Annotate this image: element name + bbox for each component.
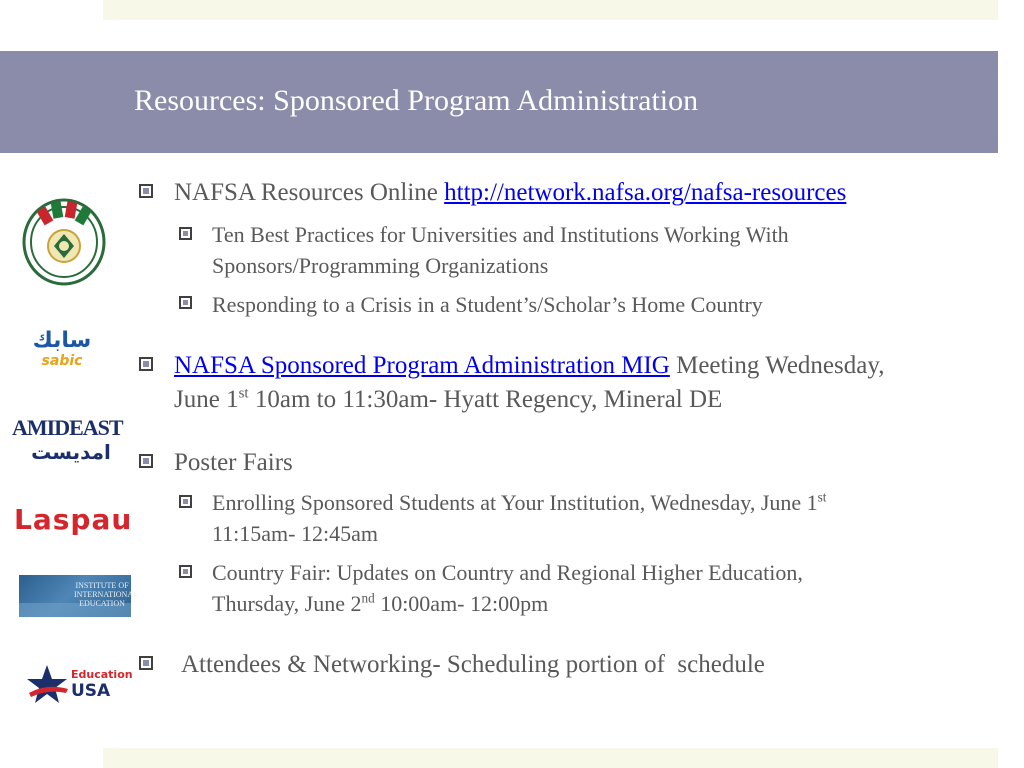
best-practices-line2: Sponsors/Programming Organizations	[212, 253, 549, 278]
iie-line3: EDUCATION	[79, 599, 125, 608]
country-fair-date: Thursday, June 2	[212, 591, 362, 616]
amideast-arabic-text: امديست	[31, 440, 111, 464]
mig-link[interactable]: NAFSA Sponsored Program Administration MIG	[174, 352, 670, 379]
star-icon	[24, 663, 70, 707]
country-fair-date-suffix: nd	[361, 590, 375, 606]
bullet-attendees: Attendees & Networking- Scheduling portion of schedule	[181, 651, 765, 678]
sub-bullet-marker	[179, 227, 192, 240]
laspau-logo: Laspau	[14, 503, 133, 536]
iie-logo	[19, 575, 138, 617]
educationusa-line1: Education	[71, 668, 133, 681]
amideast-logo	[12, 416, 130, 466]
sub-bullet-country-fair	[212, 557, 803, 619]
mig-time-location: 10am to 11:30am- Hyatt Regency, Mineral DE	[248, 386, 723, 413]
nafsa-resources-link[interactable]: http://network.nafsa.org/nafsa-resources	[444, 179, 847, 206]
bullet-marker	[139, 184, 153, 198]
sub-bullet-marker	[179, 565, 192, 578]
bullet-marker	[139, 454, 153, 468]
enrolling-text: Enrolling Sponsored Students at Your Institution, Wednesday, June 1	[212, 490, 818, 515]
bullet-poster-fairs: Poster Fairs	[174, 449, 293, 476]
sub-bullet-enrolling	[212, 487, 826, 549]
sabic-text: sabic	[41, 353, 83, 369]
enrolling-time: 11:15am- 12:45am	[212, 521, 378, 546]
nafsa-resources-label: NAFSA Resources Online	[174, 179, 438, 206]
educationusa-logo	[24, 663, 133, 707]
country-fair-line1: Country Fair: Updates on Country and Regional Higher Education,	[212, 560, 803, 585]
educationusa-line2: USA	[71, 681, 111, 701]
bullet-mig-meeting	[174, 349, 884, 417]
gcc-emblem-logo	[14, 196, 114, 288]
sub-bullet-best-practices	[212, 219, 789, 281]
enrolling-date-suffix: st	[817, 489, 827, 505]
country-fair-time: 10:00am- 12:00pm	[374, 591, 549, 616]
bullet-marker	[139, 656, 153, 670]
bottom-band	[103, 748, 998, 768]
iie-line2: INTERNATIONAL	[74, 590, 138, 599]
sub-bullet-crisis: Responding to a Crisis in a Student’s/Scholar’s Home Country	[212, 292, 763, 317]
iie-line1: INSTITUTE OF	[75, 581, 129, 590]
mig-meeting-text: Meeting Wednesday,	[669, 352, 885, 379]
best-practices-line1: Ten Best Practices for Universities and Institutions Working With	[212, 222, 789, 247]
sabic-arabic-text: سابك	[32, 328, 92, 353]
mig-date: June 1	[174, 386, 239, 413]
slide-title: Resources: Sponsored Program Administration	[134, 84, 699, 117]
bullet-marker	[139, 357, 153, 371]
amideast-text: AMIDEAST	[12, 415, 123, 440]
bullet-nafsa-resources	[174, 176, 846, 210]
mig-date-suffix: st	[238, 385, 249, 402]
sub-bullet-marker	[179, 296, 192, 309]
sub-bullet-marker	[179, 495, 192, 508]
sabic-logo	[22, 329, 102, 373]
